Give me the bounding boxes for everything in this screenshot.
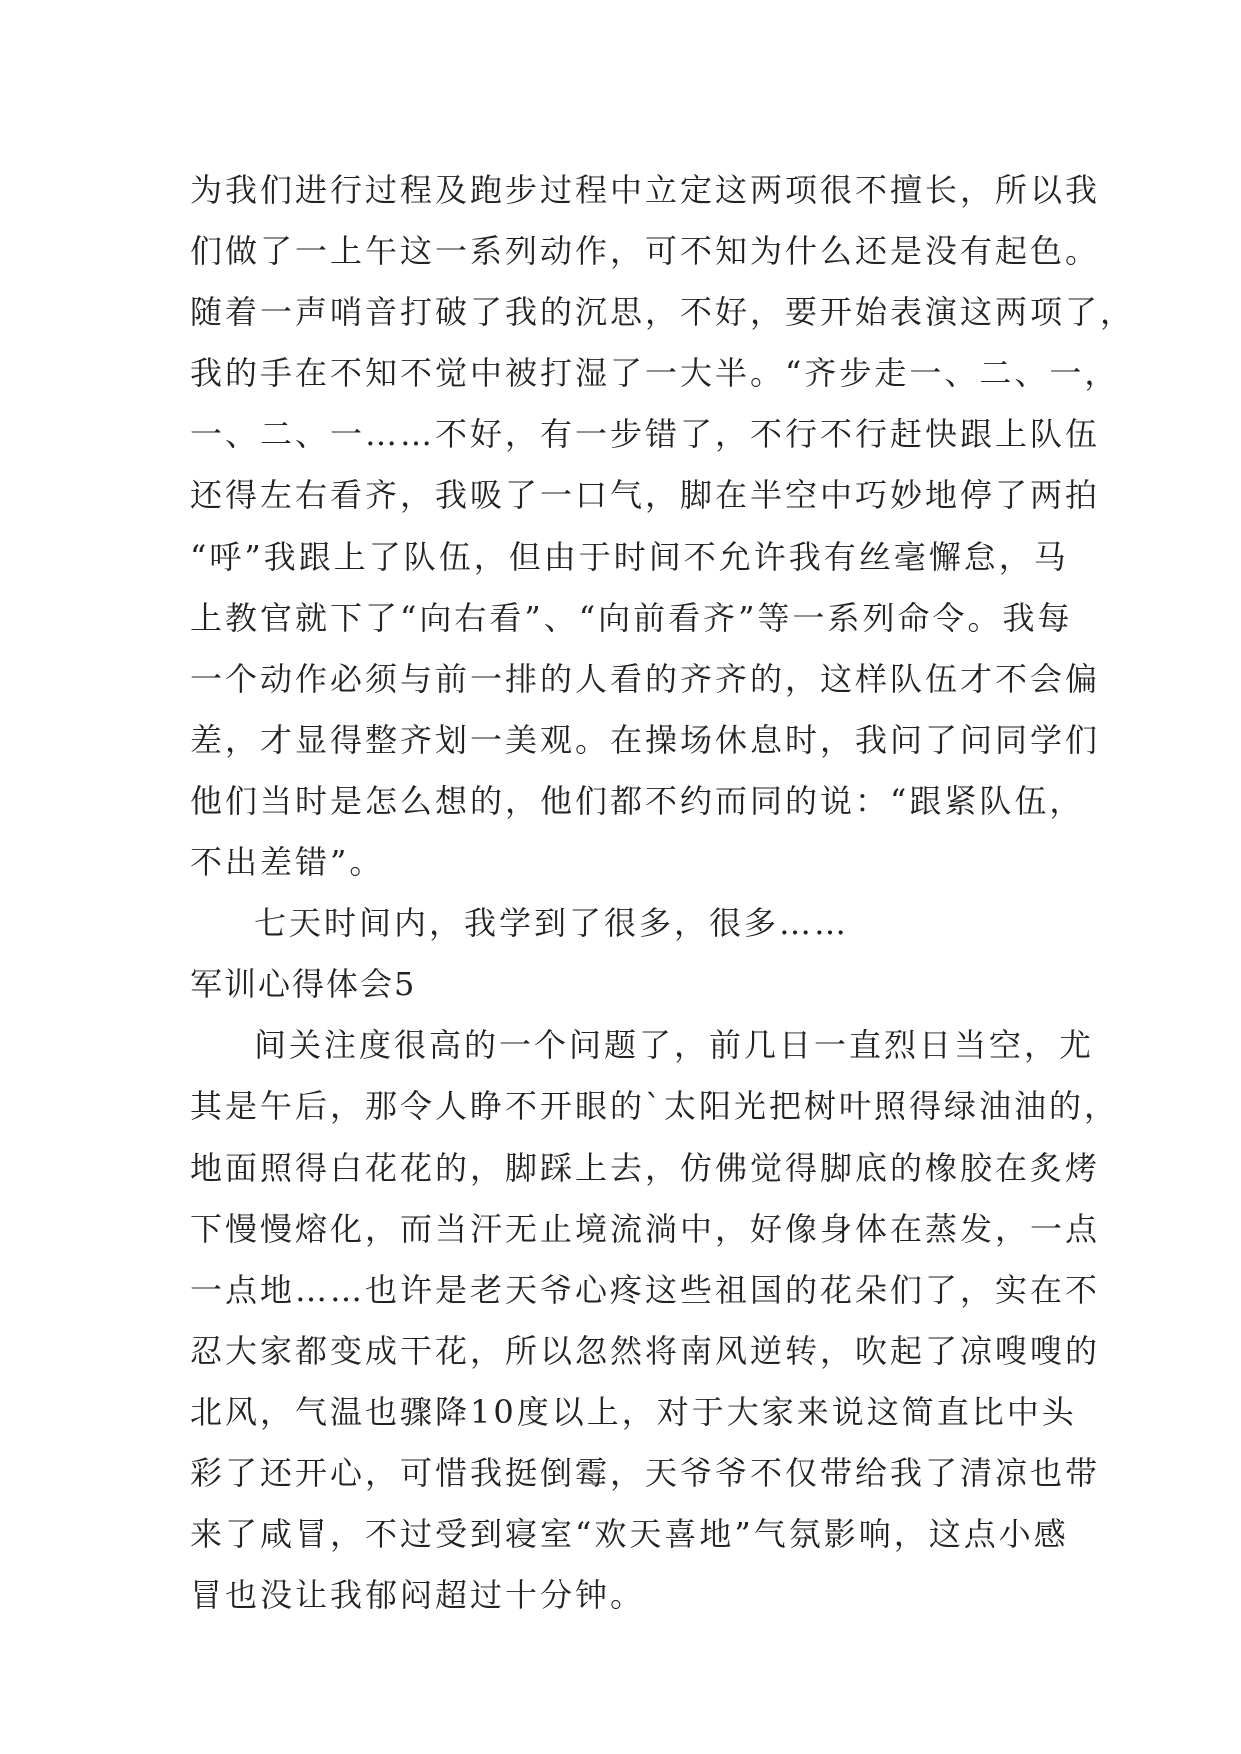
text-line: 其是午后，那令人睁不开眼的`太阳光把树叶照得绿油油的， [190,1087,1120,1126]
text-line: 一、二、一……不好，有一步错了，不行不行赶快跟上队伍 [190,415,1101,454]
section-heading: 军训心得体会5 [190,965,417,1004]
text-line: 忍大家都变成干花，所以忽然将南风逆转，吹起了凉嗖嗖的 [190,1331,1101,1370]
text-line: “呼”我跟上了队伍，但由于时间不允许我有丝毫懈怠，马 [190,537,1069,576]
text-line: 们做了一上午这一系列动作，可不知为什么还是没有起色。 [190,232,1101,271]
text-line: 来了咸冒，不过受到寝室“欢天喜地”气氛影响，这点小感 [190,1515,1069,1554]
document-body [190,160,1136,1626]
text-line: 彩了还开心，可惜我挺倒霉，天爷爷不仅带给我了清凉也带 [190,1453,1101,1492]
text-line: 一点地……也许是老天爷心疼这些祖国的花朵们了，实在不 [190,1270,1101,1309]
text-line: 冒也没让我郁闷超过十分钟。 [190,1576,646,1615]
text-line: 随着一声哨音打破了我的沉思，不好，要开始表演这两项了， [190,293,1136,332]
paragraph-first-line: 间关注度很高的一个问题了，前几日一直烈日当空，尤 [254,1026,1095,1065]
text-line: 为我们进行过程及跑步过程中立定这两项很不擅长，所以我 [190,171,1101,209]
text-line: 他们当时是怎么想的，他们都不约而同的说：“跟紧队伍， [190,781,1085,820]
text-line: 下慢慢熔化，而当汗无止境流淌中，好像身体在蒸发，一点 [190,1209,1101,1248]
text-line: 北风，气温也骤降10度以上，对于大家来说这简直比中头 [190,1392,1077,1431]
text-line: 不出差错”。 [190,843,385,882]
text-line: 差，才显得整齐划一美观。在操场休息时，我问了问同学们 [190,720,1101,759]
text-line: 上教官就下了“向右看”、“向前看齐”等一系列命令。我每 [190,598,1073,637]
text-line: 还得左右看齐，我吸了一口气，脚在半空中巧妙地停了两拍 [190,476,1101,515]
text-line: 一个动作必须与前一排的人看的齐齐的，这样队伍才不会偏 [190,659,1101,698]
paragraph-first-line: 七天时间内，我学到了很多，很多…… [254,904,850,943]
text-line: 我的手在不知不觉中被打湿了一大半。“齐步走一、二、一， [190,354,1120,393]
text-line: 地面照得白花花的，脚踩上去，仿佛觉得脚底的橡胶在炙烤 [190,1148,1101,1187]
